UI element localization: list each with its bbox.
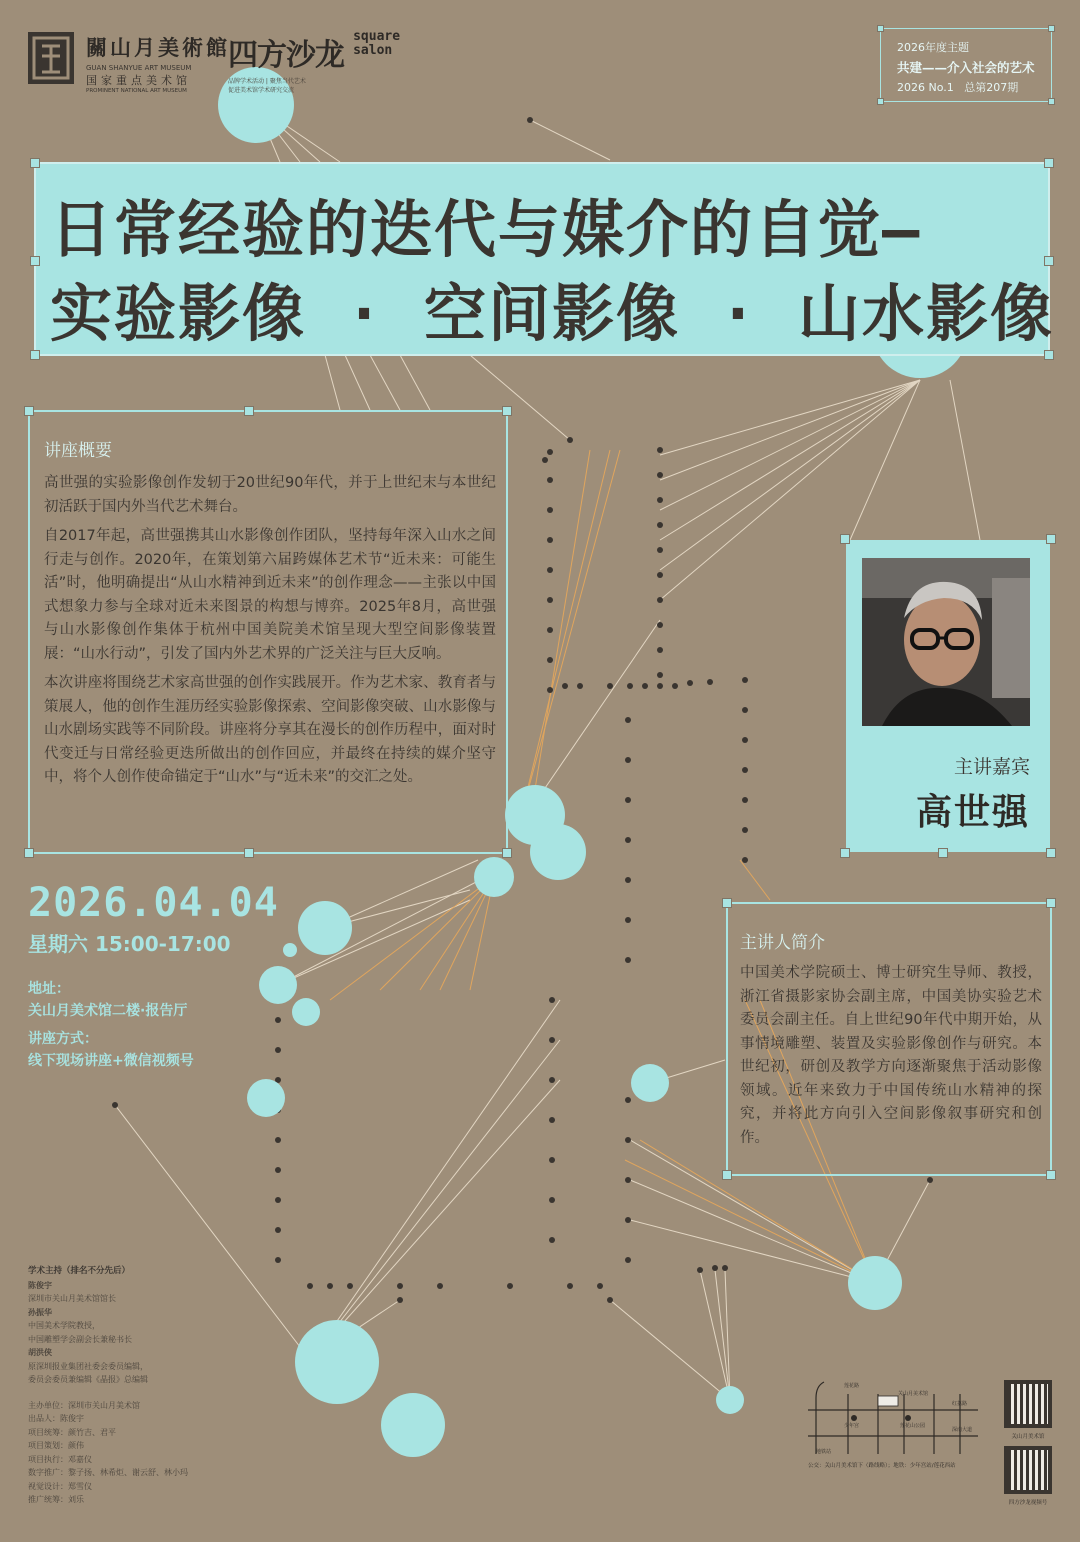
speaker-role: 主讲嘉宾 xyxy=(953,756,1030,778)
credit-row: 项目执行：邓嘉仪 xyxy=(28,1454,92,1464)
academic-4-title: 原深圳报业集团社委会委员编辑， xyxy=(28,1361,148,1371)
credits-block xyxy=(28,1264,248,1507)
map-icon xyxy=(808,1376,986,1460)
title-block xyxy=(34,162,1054,356)
issue-number: 2026 No.1 总第207期 xyxy=(897,81,1019,94)
credit-row: 主办单位：深圳市关山月美术馆 xyxy=(28,1400,140,1410)
overview-paragraph-3: 本次讲座将围绕艺术家高世强的创作实践展开。作为艺术家、教育者与策展人，他的创作生涯历经实验影像探索、空间影像突破、山水影像与山水剧场实践等不同阶段。讲座将分享其在漫长的创作历程中，面对时代变迁与日常经验更迭所做出的创作回应，并最终在持续的媒介坚守中，将个人创作使命锚定于“山水”与“近未来”的交汇之处。 xyxy=(44,675,496,785)
bio-heading: 主讲人简介 xyxy=(740,933,825,953)
map-street-3: 深南大道 xyxy=(952,1427,973,1433)
salon-name-en-2: salon xyxy=(353,43,393,58)
salon-name-cn: 四方沙龙 xyxy=(228,38,344,73)
salon-logo xyxy=(228,30,400,94)
lecture-mode-value: 线下现场讲座+微信视频号 xyxy=(28,1053,194,1069)
map-label-2: 少年宫 xyxy=(844,1423,860,1429)
credit-row: 推广统筹：刘乐 xyxy=(28,1495,84,1504)
map-label-3: 莲花山公园 xyxy=(900,1423,926,1429)
transit-info: 公交：关山月美术馆下（路线略）；地铁：少年宫站/莲花西站 xyxy=(808,1463,956,1469)
academic-label: 学术主持（排名不分先后） xyxy=(28,1266,131,1276)
overview-text xyxy=(44,472,496,796)
speaker-portrait-icon xyxy=(862,558,1030,726)
theme-label: 2026年度主题 xyxy=(897,41,969,54)
museum-name-en: GUAN SHANYUE ART MUSEUM xyxy=(86,64,192,72)
academic-2-name: 孙振华 xyxy=(28,1307,52,1317)
qr-code-icon xyxy=(1004,1380,1052,1428)
address-value: 关山月美术馆二楼·报告厅 xyxy=(28,1003,188,1019)
event-date: 2026.04.04 xyxy=(28,880,279,926)
museum-logo-mark xyxy=(28,32,74,84)
museum-name-block xyxy=(86,32,230,94)
overview-box xyxy=(28,410,508,854)
overview-paragraph-1: 高世强的实验影像创作发轫于20世纪90年代，并于上世纪末与本世纪初活跃于国内外当代艺术舞台。 xyxy=(44,475,496,515)
credit-row: 出品人：陈俊宇 xyxy=(28,1414,84,1423)
museum-name-cn: 關山月美術館 xyxy=(86,35,230,60)
speaker-name: 高世强 xyxy=(915,792,1030,833)
theme-title: 共建——介入社会的艺术 xyxy=(897,60,1035,75)
credit-row: 项目统筹：颜竹吉、君平 xyxy=(28,1427,116,1437)
academic-1-name: 陈俊宇 xyxy=(28,1280,52,1290)
location-map xyxy=(808,1376,986,1460)
speaker-card xyxy=(846,540,1050,852)
academic-5-title: 委员会委员兼编辑《晶报》总编辑 xyxy=(28,1375,148,1384)
address-label: 地址： xyxy=(28,981,70,997)
bio-box xyxy=(726,902,1052,1176)
salon-desc-1: 品牌学术活动 | 聚焦当代艺术 xyxy=(228,78,306,85)
academic-1-title: 深圳市关山月美术馆馆长 xyxy=(28,1294,116,1303)
credit-row: 视觉设计：郑雪仪 xyxy=(28,1481,92,1491)
credit-row: 数字推广：黎子扬、林希炬、谢云舒、林小玛 xyxy=(28,1468,188,1477)
lecture-mode-label: 讲座方式： xyxy=(28,1031,98,1047)
map-street-1: 莲花路 xyxy=(844,1383,860,1389)
academic-4-name: 胡洪侠 xyxy=(28,1348,52,1357)
salon-name-en xyxy=(353,30,400,58)
map-label-4: 地铁站 xyxy=(816,1449,832,1455)
academic-2-title: 中国美术学院教授， xyxy=(28,1321,100,1330)
title-line-1: 日常经验的迭代与媒介的自觉— xyxy=(50,193,922,266)
title-line-2: 实验影像 · 空间影像 · 山水影像 xyxy=(50,277,1054,350)
academic-3-title: 中国雕塑学会副会长兼秘书长 xyxy=(28,1334,132,1344)
speaker-photo xyxy=(862,558,1030,726)
overview-paragraph-2: 自2017年起，高世强携其山水影像创作团队，坚持每年深入山水之间行走与创作。2020年，在策划第六届跨媒体艺术节“近未来：可能生活”时，他明确提出“从山水精神到近未来”的创作理念——主张以中国式想象力参与全球对近未来图景的构想与博弈。2025年8月，高世强与山水影像创作集体于杭州中国美院美术馆呈现大型空间影像装置展：“山水行动”，引发了国内外艺术界的广泛关注与巨大反响。 xyxy=(44,528,496,662)
credit-row: 项目策划：颜伟 xyxy=(28,1441,84,1450)
overview-heading: 讲座概要 xyxy=(44,441,112,461)
museum-logo-icon xyxy=(28,32,74,84)
museum-sub-en: PROMINENT NATIONAL ART MUSEUM xyxy=(86,88,187,94)
event-time: 星期六 15:00-17:00 xyxy=(28,932,231,956)
bio-text: 中国美术学院硕士、博士研究生导师、教授，浙江省摄影家协会副主席，中国美协实验艺术委员会副主任。自上世纪90年代中期开始，从事情境雕塑、装置及实验影像创作与研究。本世纪初，研创及教学方向逐渐聚焦于活动影像领域。近年来致力于中国传统山水精神的探究，并将此方向引入空间影像叙事研究和创作。 xyxy=(740,965,1042,1146)
museum-sub-cn: 国家重点美术馆 xyxy=(86,74,191,87)
map-street-2: 红荔路 xyxy=(952,1401,968,1407)
qr-code-icon xyxy=(1004,1446,1052,1494)
map-label-1: 关山月美术馆 xyxy=(898,1391,929,1397)
qr-caption-2: 四方沙龙视频号 xyxy=(1008,1500,1048,1506)
salon-name-en-1: square xyxy=(353,29,401,44)
qr-caption-1: 关山月美术馆 xyxy=(1011,1434,1045,1440)
theme-box xyxy=(880,28,1052,102)
bio-text-wrap xyxy=(740,962,1042,1156)
salon-desc-2: 促进美术馆学术研究交流 xyxy=(228,87,295,94)
